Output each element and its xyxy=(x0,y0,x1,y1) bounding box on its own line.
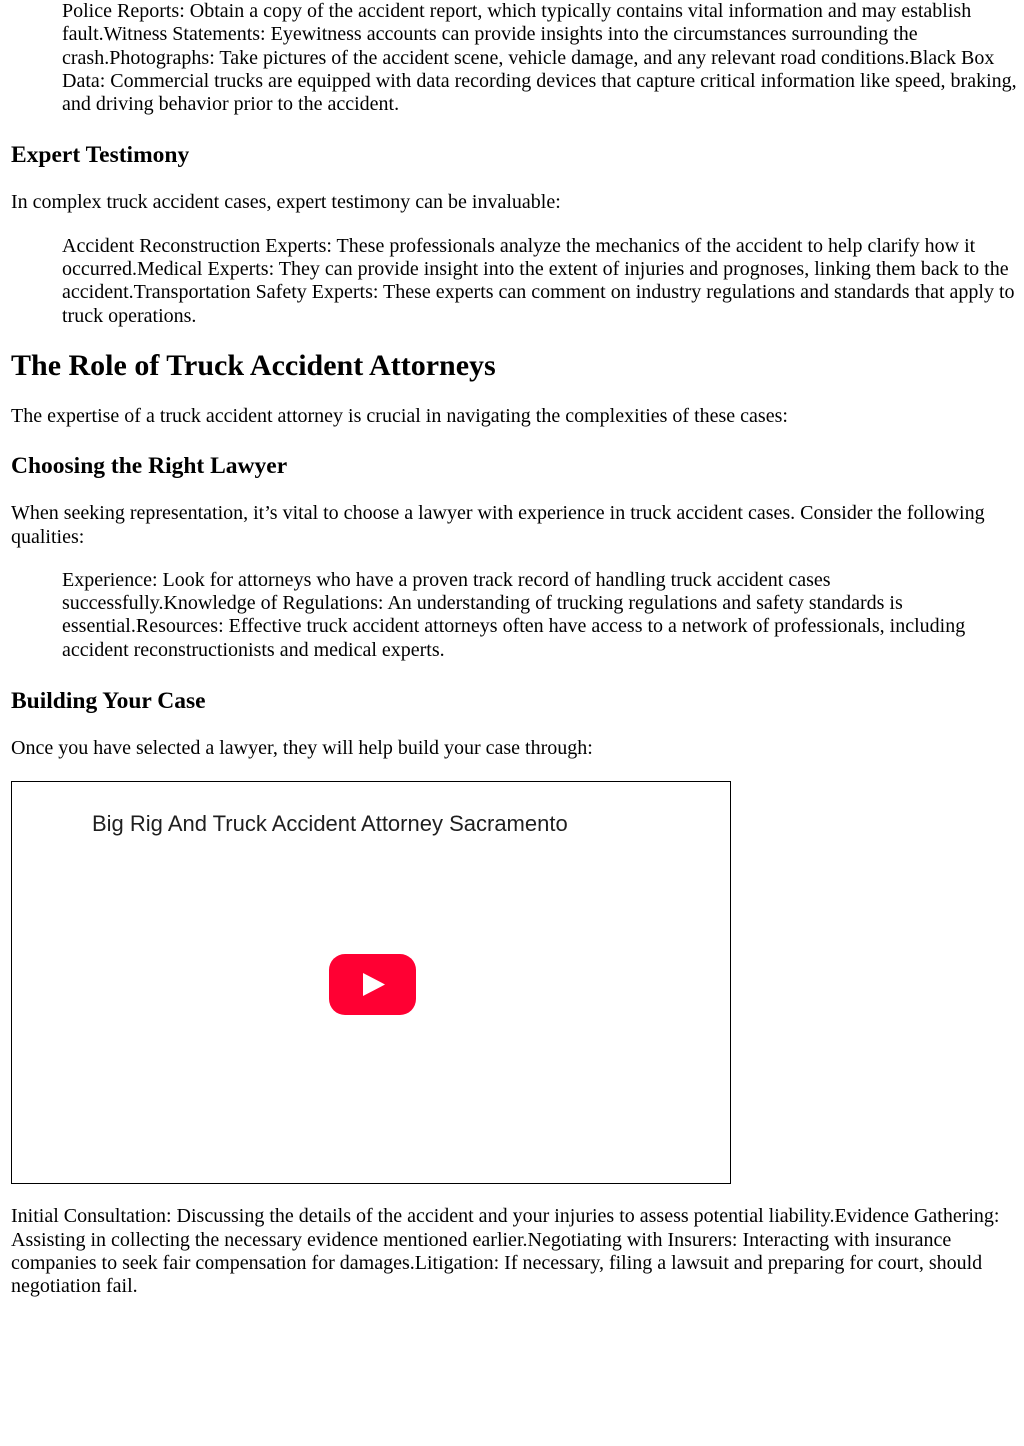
role-section-intro: The expertise of a truck accident attorney is crucial in navigating the complexities of these cases: xyxy=(11,404,788,427)
lawyer-qualities-list xyxy=(62,569,1017,662)
heading-choosing-lawyer: Choosing the Right Lawyer xyxy=(11,453,288,480)
expert-testimony-list-text: Accident Reconstruction Experts: These professionals analyze the mechanics of the accident to help clarify how it occurred.Medical Experts: They can provide insight into the extent of injuries and prognoses, linking them back to the accident.Transportation Safety Experts: These experts can comment on industry regulations and standards that apply to truck operations. xyxy=(62,234,1015,327)
heading-expert-testimony: Expert Testimony xyxy=(11,142,190,169)
lawyer-qualities-list-text: Experience: Look for attorneys who have a proven track record of handling truck accident cases successfully.Knowledge of Regulations: An understanding of trucking regulations and safety standards is essential.Resources: Effective truck accident attorneys often have access to a network of professionals, including accident reconstructionists and medical experts. xyxy=(62,568,966,661)
embedded-video[interactable] xyxy=(11,781,731,1184)
heading-building-case: Building Your Case xyxy=(11,688,206,715)
expert-testimony-intro: In complex truck accident cases, expert testimony can be invaluable: xyxy=(11,191,561,214)
article-content xyxy=(11,0,1016,1299)
video-title[interactable]: Big Rig And Truck Accident Attorney Sacramento xyxy=(92,811,568,837)
heading-role-of-attorneys: The Role of Truck Accident Attorneys xyxy=(11,348,496,382)
building-case-steps: Initial Consultation: Discussing the details of the accident and your injuries to assess potential liability.Evidence Gathering: Assisting in collecting the necessary evidence mentioned earlier.Negotiating with Insurers: Interacting with insurance companies to seek fair compensation for damages.Litigation: If necessary, filing a lawsuit and preparing for court, should negotiation fail. xyxy=(11,1205,1000,1298)
evidence-list-text: Police Reports: Obtain a copy of the accident report, which typically contains vital information and may establish fault.Witness Statements: Eyewitness accounts can provide insights into the circumstances surrounding the crash.Photographs: Take pictures of the accident scene, vehicle damage, and any relevant road conditions.Black Box Data: Commercial trucks are equipped with data recording devices that capture critical information like speed, braking, and driving behavior prior to the accident. xyxy=(62,0,1017,116)
youtube-play-icon[interactable] xyxy=(329,954,416,1015)
choosing-lawyer-intro: When seeking representation, it’s vital to choose a lawyer with experience in truck accident cases. Consider the following qualities: xyxy=(11,502,985,548)
play-button-graphic xyxy=(329,954,416,1015)
building-case-intro: Once you have selected a lawyer, they will help build your case through: xyxy=(11,737,593,760)
evidence-list xyxy=(62,0,1017,116)
expert-testimony-list xyxy=(62,235,1017,328)
